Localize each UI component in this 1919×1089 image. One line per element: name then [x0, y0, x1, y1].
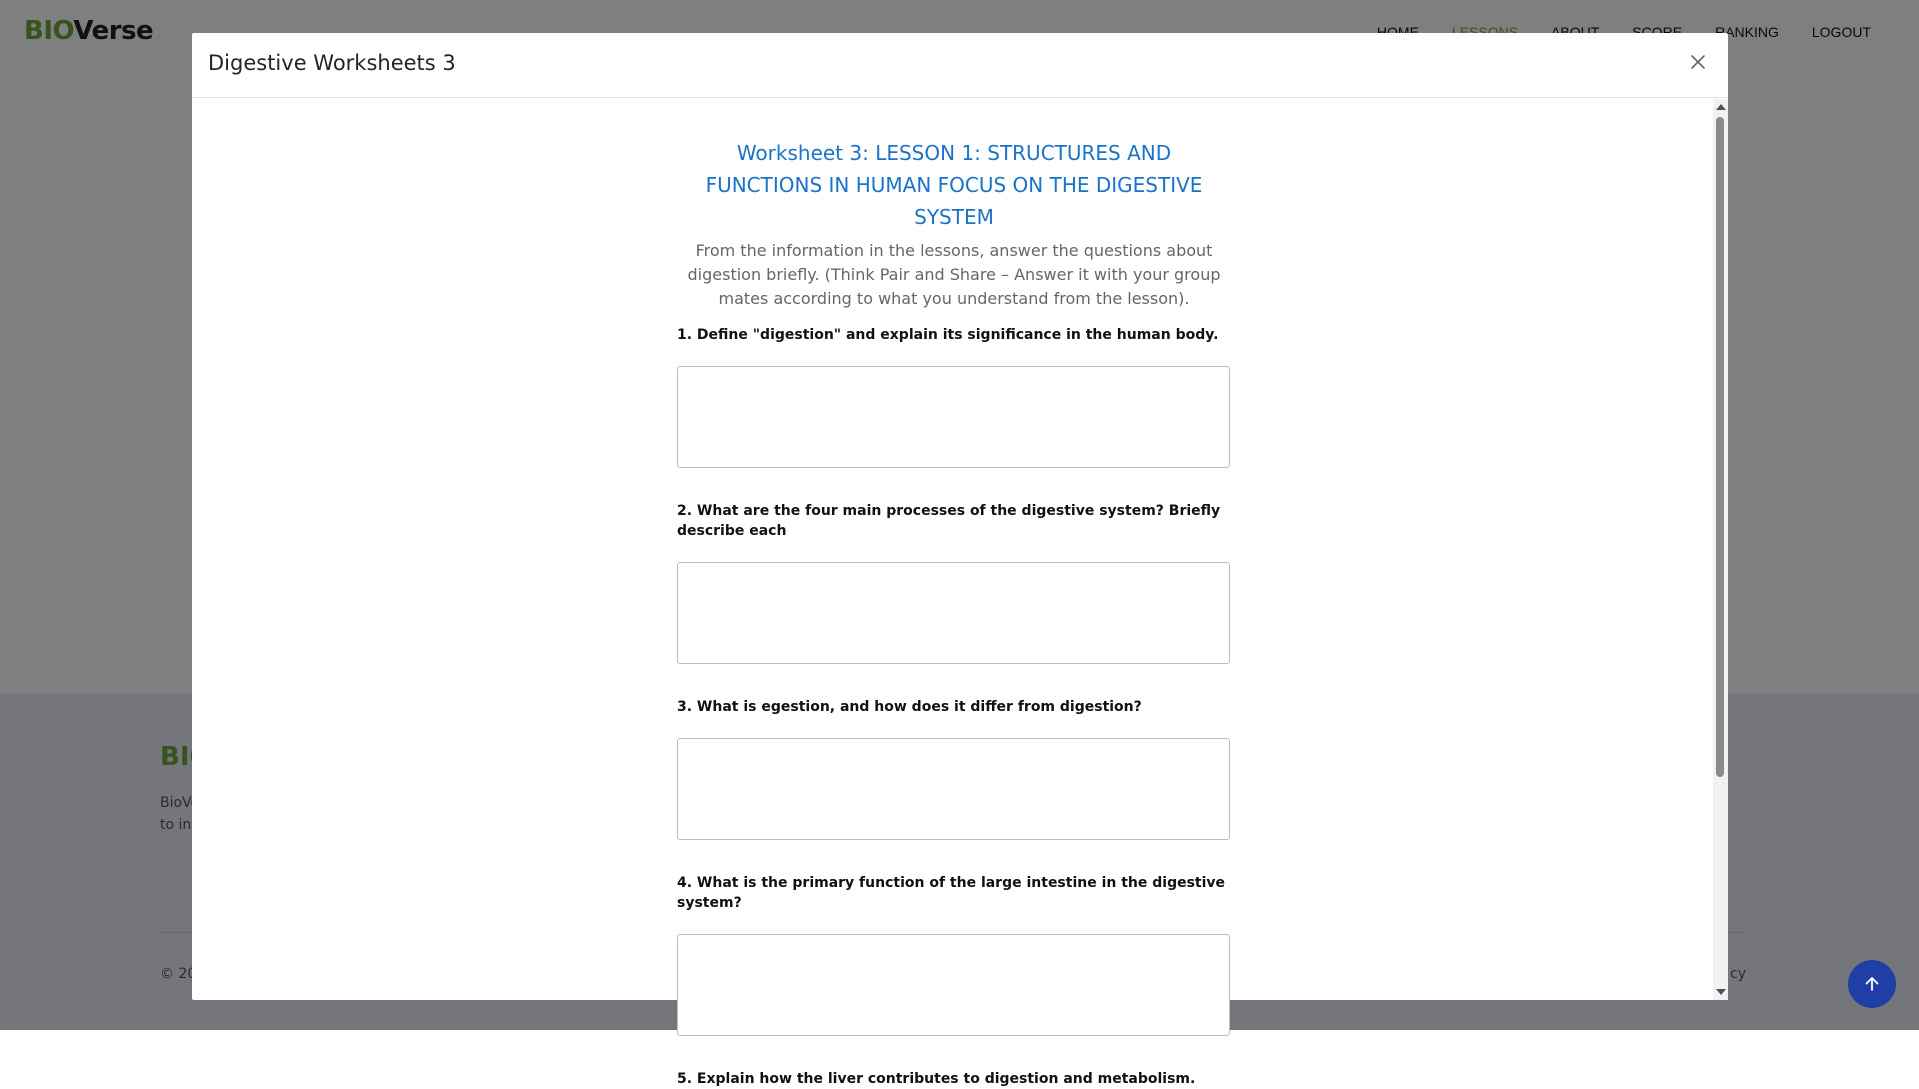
- modal-header: [192, 33, 1728, 98]
- question-label: 2. What are the four main processes of the digestive system? Briefly describe each: [677, 503, 1221, 539]
- scroll-down-arrow-icon[interactable]: [1716, 989, 1726, 995]
- question-label: 3. What is egestion, and how does it differ from digestion?: [677, 699, 1142, 715]
- question-label: 1. Define "digestion" and explain its significance in the human body.: [677, 327, 1219, 343]
- close-icon: [1686, 50, 1710, 74]
- answer-field-4[interactable]: [677, 934, 1230, 1036]
- arrow-up-icon: [1863, 975, 1881, 993]
- question-label: 4. What is the primary function of the large intestine in the digestive system?: [677, 875, 1226, 911]
- answer-field-3[interactable]: [677, 738, 1230, 840]
- worksheet: [677, 99, 1231, 1089]
- answer-field-1[interactable]: [677, 366, 1230, 468]
- modal-body: [192, 99, 1728, 1087]
- question-label: 5. Explain how the liver contributes to digestion and metabolism.: [677, 1071, 1196, 1087]
- close-button[interactable]: [1686, 50, 1710, 74]
- scrollbar-thumb[interactable]: [1716, 117, 1724, 777]
- scroll-up-arrow-icon[interactable]: [1716, 104, 1726, 110]
- scroll-to-top-button[interactable]: [1848, 960, 1896, 1008]
- worksheet-intro: From the information in the lessons, answer the questions about digestion briefly. (Think Pair and Share – Answer it with your group mates according to what you understand from the lesson).: [687, 241, 1221, 308]
- answer-field-2[interactable]: [677, 562, 1230, 664]
- worksheet-title: Worksheet 3: LESSON 1: STRUCTURES AND FUNCTIONS IN HUMAN FOCUS ON THE DIGESTIVE SYSTEM: [705, 141, 1203, 229]
- modal-scrollbar[interactable]: [1713, 99, 1728, 1000]
- worksheet-modal: [192, 33, 1728, 1087]
- modal-title: Digestive Worksheets 3: [208, 51, 456, 75]
